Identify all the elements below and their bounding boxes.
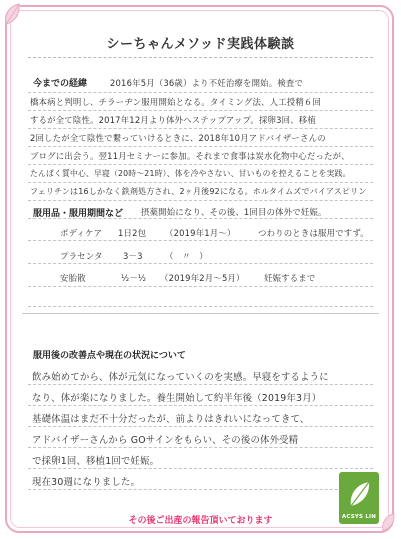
ruled-line [28,146,373,147]
improvement-line: で採卵1回、移植1回で妊娠。 [32,456,160,467]
ruled-line [28,306,373,307]
supplements-note: 摂薬開始になり、その後、1回目の体外で妊娠。 [141,207,327,217]
supplements-label: 服用品・服用期間など [33,209,124,219]
supplement-dose: 3－3 [123,251,143,261]
supplement-remark: 妊娠するまで [264,273,316,283]
ruled-line [28,200,373,201]
improvement-line: なり、体が楽になりました。養生開始して約半年後（2019年3月） [32,393,322,404]
brand-logo-text: ACSYS LIN [341,514,377,520]
ruled-line [28,263,373,264]
supplement-name: プラセンタ [60,251,103,261]
ruled-line [28,182,373,183]
history-line: たんぱく質中心、早寝（20時～21時）、体を冷やさない、甘いものを控えることを実践。 [30,169,351,178]
history-line: するが全て陰性。2017年12月より体外へステップアップ。採卵3回、移植 [30,115,316,125]
leaf-icon [2,2,22,28]
supplement-dose: ½－½ [121,273,147,283]
improvement-line: 基礎体温はまだ不十分だったが、前よりはきれいになってきて、 [32,414,310,425]
supplement-period: （2019年1月～） [165,228,236,238]
ruled-line [28,426,373,427]
footer-note: その後ご出産の報告頂いております [128,516,273,526]
ruled-line [28,405,373,406]
ruled-line [28,110,373,111]
leaf-icon [379,512,397,534]
history-line: 橋本病と判明し、チラーヂン服用開始となる。タイミング法、人工授精６回 [30,97,322,107]
ruled-line [28,384,373,385]
supplement-remark: つわりのときは服用ですず。 [258,228,369,238]
ruled-line [28,92,373,93]
supplement-period: （ 〃 ） [165,251,208,261]
page-title: シーちゃんメソッド実践体験談 [106,37,295,52]
history-line: 2016年5月（36歳）より不妊治療を開始。検査で [110,78,304,88]
supplement-name: 安胎散 [60,273,86,283]
ruled-line [28,489,373,490]
title-divider [28,57,373,58]
ruled-line [28,447,373,448]
supplement-dose: 1日2包 [118,228,147,238]
improvement-line: 飲み始めてから、体が元気になっていくのを実感。早寝をするように [32,372,329,383]
history-line: ブログに出会う。翌11月セミナーに参加。それまで食事は炭水化物中心だったが、 [30,151,350,161]
improvement-line: 現在30週になりました。 [32,477,141,488]
ruled-line [28,128,373,129]
leaf-icon [339,474,379,514]
supplement-name: ボディケア [60,228,103,238]
improvement-line: アドバイザーさんから GOサインをもらい、その後の体外受精 [32,435,299,446]
ruled-line [28,468,373,469]
ruled-line [28,240,373,241]
ruled-line [28,164,373,165]
history-label: 今までの経緯 [33,79,88,89]
history-line: フェリチンは16しかなく鉄剤処方され、2ヶ月後92になる。ホルタイムズでバイアスピリン [30,187,367,196]
ruled-line [28,286,373,287]
history-line: 2回したが全て陰性で繋っていけるときに、2018年10月アドバイザーさんの [30,133,326,143]
supplement-period: （2019年2月～5月） [160,273,245,283]
improvement-label: 服用後の改善点や現在の状況について [33,351,186,361]
